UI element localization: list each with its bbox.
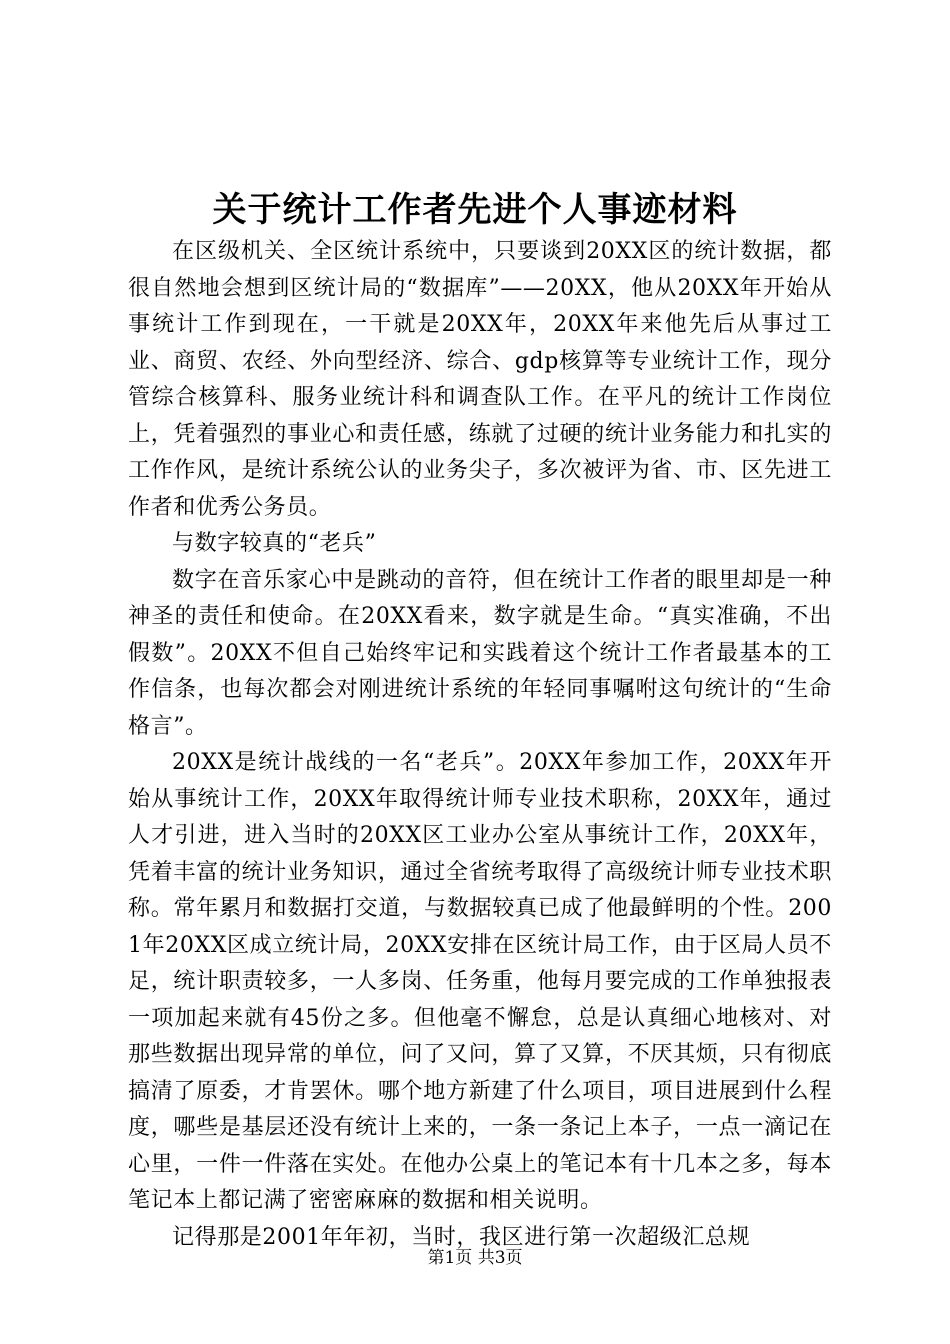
body-paragraph-1: 在区级机关、全区统计系统中，只要谈到20XX区的统计数据，都很自然地会想到区统计局的“数据库”——20XX，他从20XX年开始从事统计工作到现在，一干就是20XX年，20XX年来他先后从事过工业、商贸、农经、外向型经济、综合、gdp核算等专业统计工作，现分管综合核算科、服务业统计科和调查队工作。在平凡的统计工作岗位上，凭着强烈的事业心和责任感，练就了过硬的统计业务能力和扎实的工作作风，是统计系统公认的业务尖子，多次被评为省、市、区先进工作者和优秀公务员。 xyxy=(128,239,832,520)
body-paragraph-4: 记得那是2001年年初，当时，我区进行第一次超级汇总规 xyxy=(172,1224,751,1250)
document-title: 关于统计工作者先进个人事迹材料 xyxy=(212,190,738,230)
body-paragraph-2: 数字在音乐家心中是跳动的音符，但在统计工作者的眼里却是一种神圣的责任和使命。在20XX看来，数字就是生命。“真实准确，不出假数”。20XX不但自己始终牢记和实践着这个统计工作者最基本的工作信条，也每次都会对刚进统计系统的年轻同事嘱咐这句统计的“生命格言”。 xyxy=(128,567,832,739)
document-body xyxy=(128,234,832,1256)
page-number-footer: 第1页 共3页 xyxy=(427,1248,523,1268)
body-paragraph-3: 20XX是统计战线的一名“老兵”。20XX年参加工作，20XX年开始从事统计工作，20XX年取得统计师专业技术职称，20XX年，通过人才引进，进入当时的20XX区工业办公室从事统计工作，20XX年，凭着丰富的统计业务知识，通过全省统考取得了高级统计师专业技术职称。常年累月和数据打交道，与数据较真已成了他最鲜明的个性。2001年20XX区成立统计局，20XX安排在区统计局工作，由于区局人员不足，统计职责较多，一人多岗、任务重，他每月要完成的工作单独报表一项加起来就有45份之多。但他毫不懈怠，总是认真细心地核对、对那些数据出现异常的单位，问了又问，算了又算，不厌其烦，只有彻底搞清了原委，才肯罢休。哪个地方新建了什么项目，项目进展到什么程度，哪些是基层还没有统计上来的，一条一条记上本子，一点一滴记在心里，一件一件落在实处。在他办公桌上的笔记本有十几本之多，每本笔记本上都记满了密密麻麻的数据和相关说明。 xyxy=(128,750,832,1213)
section-heading: 与数字较真的“老兵” xyxy=(172,531,377,556)
